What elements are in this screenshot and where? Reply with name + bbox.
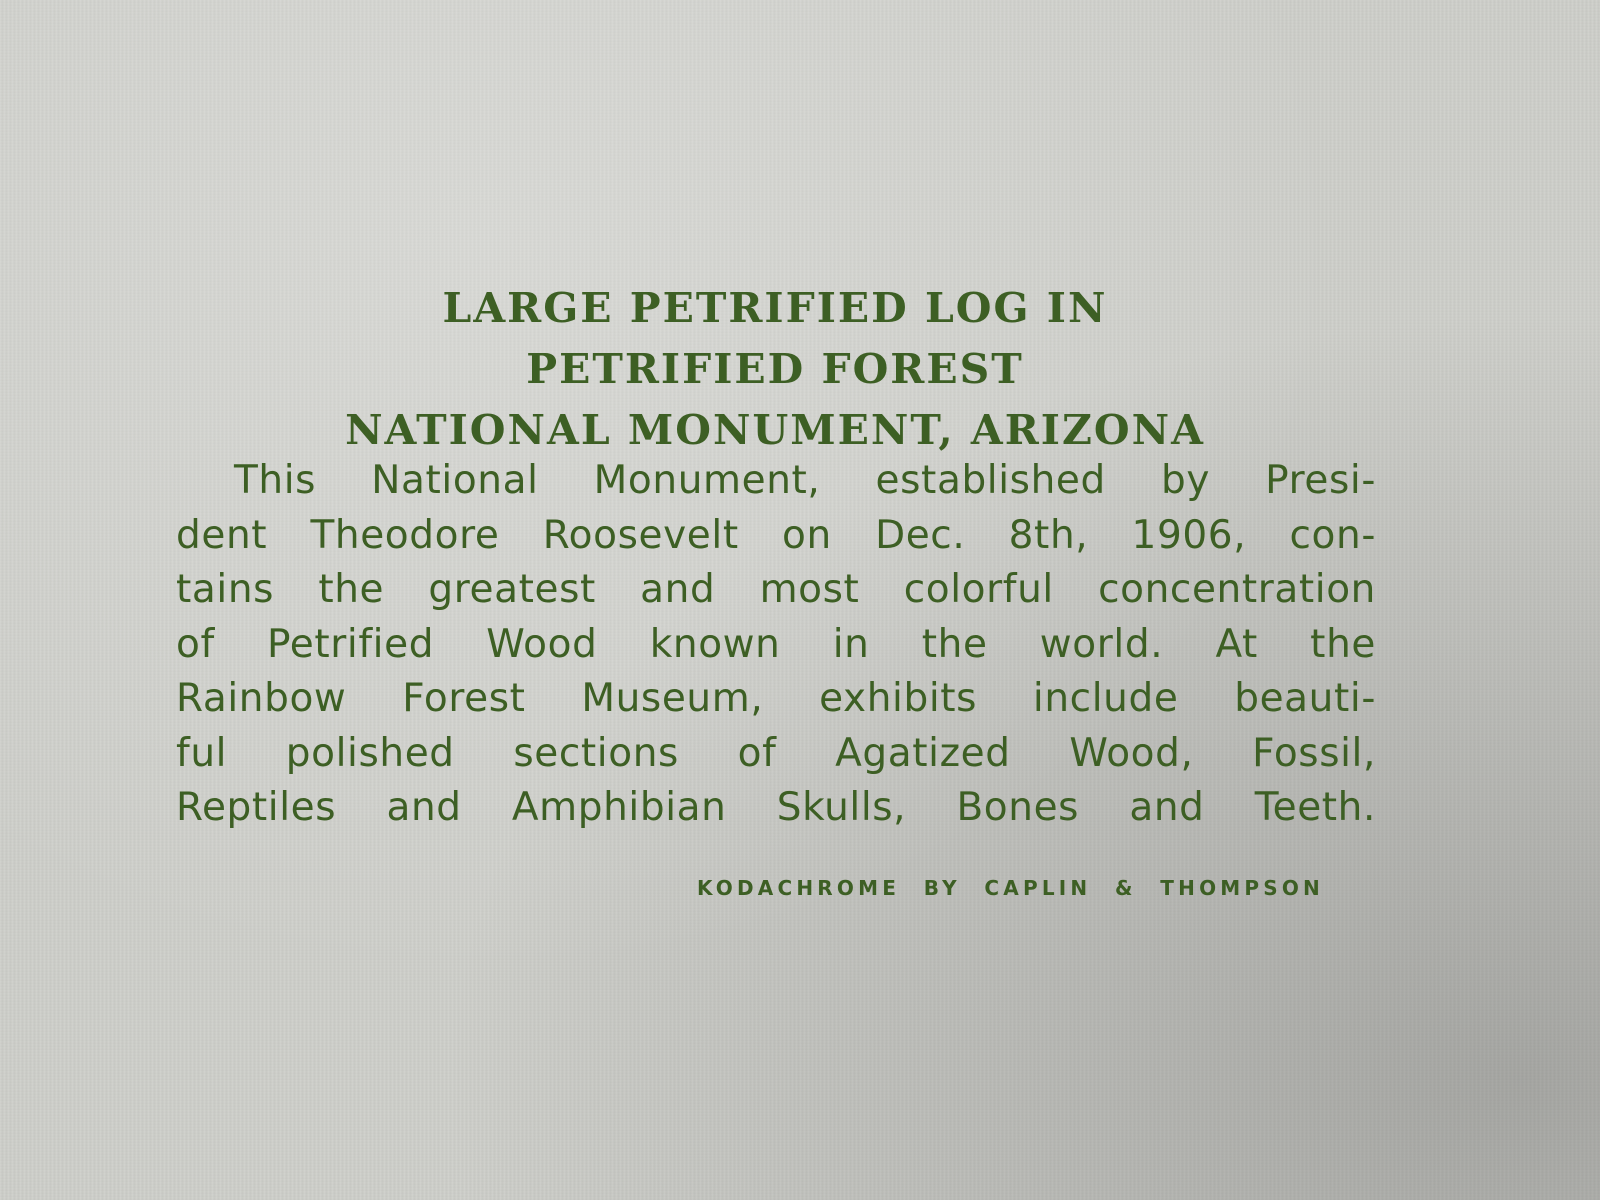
title-line: PETRIFIED FOREST: [526, 345, 1024, 393]
body-line: dent Theodore Roosevelt on Dec. 8th, 1906, con-: [176, 512, 1376, 558]
caption-title: [250, 278, 1300, 461]
body-line: This National Monument, established by Presi-: [234, 458, 1376, 503]
body-line: tains the greatest and most colorful concentration: [176, 567, 1376, 612]
caption-body: [176, 454, 1376, 836]
photo-credit: KODACHROME BY CAPLIN & THOMPSON: [697, 876, 1324, 900]
title-line: NATIONAL MONUMENT, ARIZONA: [345, 406, 1205, 454]
body-line: Reptiles and Amphibian Skulls, Bones and Teeth.: [176, 785, 1376, 830]
body-line: ful polished sections of Agatized Wood, Fossil,: [176, 730, 1376, 776]
body-line: Rainbow Forest Museum, exhibits include beauti-: [176, 676, 1376, 721]
title-line: LARGE PETRIFIED LOG IN: [442, 284, 1108, 332]
body-line: of Petrified Wood known in the world. At the: [176, 621, 1376, 667]
